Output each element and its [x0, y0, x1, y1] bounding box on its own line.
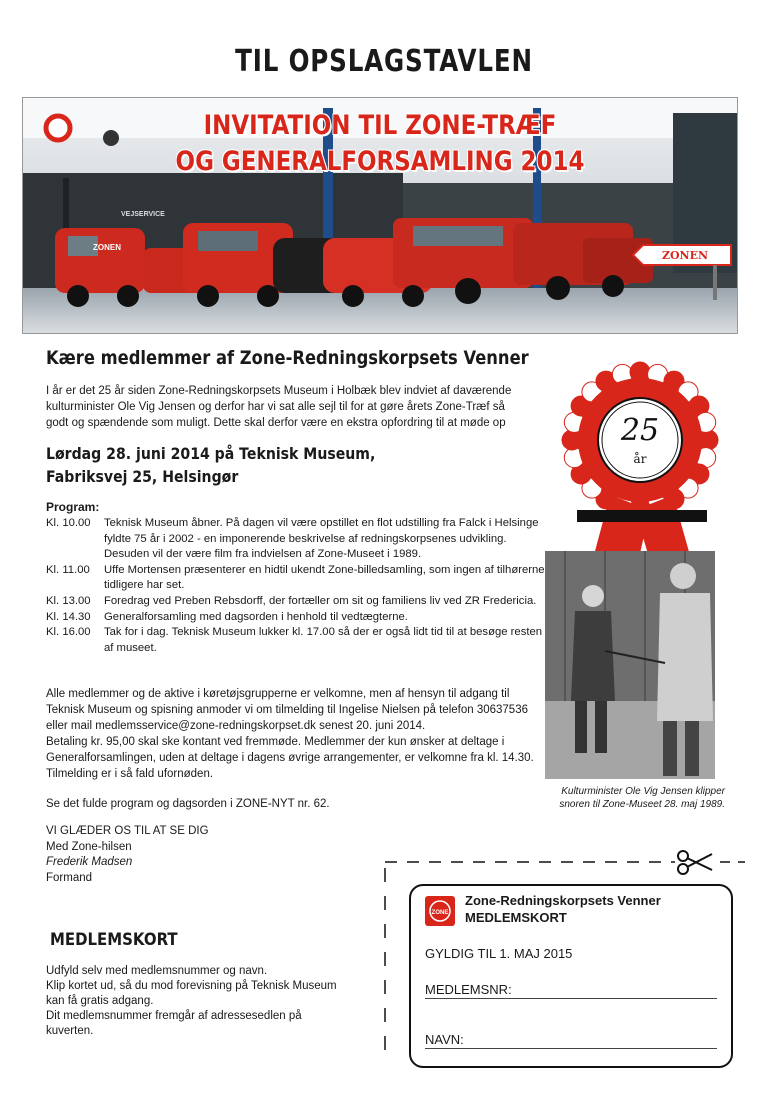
membership-card	[409, 884, 733, 1068]
banner-headline-1: INVITATION TIL ZONE-TRÆF	[203, 110, 557, 141]
instruction-line: Klip kortet ud, så du mod forevisning på Teknisk Museum kan få gratis adgang.	[46, 980, 337, 1007]
card-title: MEDLEMSKORT	[465, 910, 567, 925]
name-line	[425, 1048, 717, 1049]
program-text: Teknisk Museum åbner. På dagen vil være opstillet en flot udstilling fra Falck i Helsinge fyldte 75 år i 2002 - en imponerende beskrivelse af redningskorpsenes udvikling. Desuden vil der være film fra indvielsen af Zone-Museet i 1989.	[104, 517, 539, 561]
medlemskort-heading: MEDLEMSKORT	[50, 930, 178, 950]
name-label: NAVN:	[425, 1032, 464, 1047]
event-location: Fabriksvej 25, Helsingør	[46, 467, 239, 486]
medlemskort-instructions	[46, 964, 346, 1039]
program-time: Kl. 14.30	[46, 610, 91, 623]
banner-image	[22, 97, 738, 334]
member-number-label: MEDLEMSNR:	[425, 982, 512, 997]
rosette-number: 25	[620, 413, 660, 448]
closing-greeting: VI GLÆDER OS TIL AT SE DIG	[46, 825, 209, 837]
member-number-line	[425, 998, 717, 999]
signature-name: Frederik Madsen	[46, 856, 133, 868]
rosette-unit: år	[633, 452, 647, 466]
payment-paragraph: Betaling kr. 95,00 skal ske kontant ved fremmøde. Medlemmer der kun ønsker at deltage i Generalforsamlingen, uden at deltage i dagens øvrige arrangementer, er velkomne fra kl. 14.30. Tilmelding er i så fald ufornøden.	[46, 736, 534, 780]
instruction-line: Udfyld selv med medlemsnummer og navn.	[46, 965, 268, 977]
program-reference: Se det fulde program og dagsorden i ZONE-NYT nr. 62.	[46, 798, 330, 810]
photo-caption: Kulturminister Ole Vig Jensen klipper snoren til Zone-Museet 28. maj 1989.	[559, 786, 725, 810]
signature-title: Formand	[46, 871, 93, 884]
program-item	[46, 516, 546, 563]
card-validity: GYLDIG TIL 1. MAJ 2015	[425, 946, 573, 961]
hall-text: VEJSERVICE	[121, 211, 165, 218]
program-time: Kl. 13.00	[46, 594, 91, 607]
program-time: Kl. 10.00	[46, 517, 91, 529]
zonen-sign-text: ZONEN	[661, 249, 709, 262]
program-item	[46, 625, 546, 656]
program-text: Tak for i dag. Teknisk Museum lukker kl. 17.00 så der er også lidt tid til at besøge resten af museet.	[104, 626, 543, 654]
program-time: Kl. 16.00	[46, 626, 91, 639]
banner-headline-2: OG GENERALFORSAMLING 2014	[175, 146, 585, 177]
program-item	[46, 610, 546, 626]
program-time: Kl. 11.00	[46, 563, 90, 576]
program-text: Generalforsamling med dagsorden i henhold til vedtægterne.	[104, 610, 408, 623]
program-label: Program:	[46, 500, 100, 514]
zone-logo-icon	[425, 896, 455, 926]
van-text: ZONEN	[93, 243, 121, 252]
greeting-heading: Kære medlemmer af Zone-Redningskorpsets Venner	[46, 347, 529, 369]
ribbon-cutting-photo	[545, 551, 715, 779]
program-list	[46, 516, 546, 656]
page-title: TIL OPSLAGSTAVLEN	[235, 44, 533, 79]
program-text: Foredrag ved Preben Rebsdorff, der fortæller om sit og familiens liv ved ZR Fredericia.	[104, 594, 537, 607]
program-text: Uffe Mortensen præsenterer en hidtil ukendt Zone-billedsamling, som ingen af tilhørerne tidligere har set.	[104, 563, 545, 592]
instruction-line: Dit medlemsnummer fremgår af adressesedlen på kuverten.	[46, 1010, 302, 1037]
closing-salutation: Med Zone-hilsen	[46, 840, 132, 853]
event-date: Lørdag 28. juni 2014 på Teknisk Museum,	[46, 444, 376, 463]
scissors-icon	[678, 851, 712, 874]
logo-text: ZONE	[431, 910, 449, 916]
program-item	[46, 594, 546, 610]
registration-paragraph: Alle medlemmer og de aktive i køretøjsgrupperne er velkomne, men af hensyn til adgang til Teknisk Museum og spisning anmoder vi om tilmelding til Ingelise Nielsen på telefon 30637536 eller mail medlemsservice@zone-redningskorpset.dk senest 20. juni 2014.	[46, 688, 528, 732]
intro-paragraph: I år er det 25 år siden Zone-Redningskorpsets Museum i Holbæk blev indviet af daværende kulturminister Ole Vig Jensen og derfor har vi sat alle sejl til for at gøre årets Zone-Træf så godt og spændende som muligt. Dette skal derfor være en ekstra opfordring til at møde op	[46, 385, 512, 429]
card-org: Zone-Redningskorpsets Venner	[465, 893, 661, 908]
event-date-location	[46, 442, 375, 488]
program-item	[46, 563, 546, 594]
